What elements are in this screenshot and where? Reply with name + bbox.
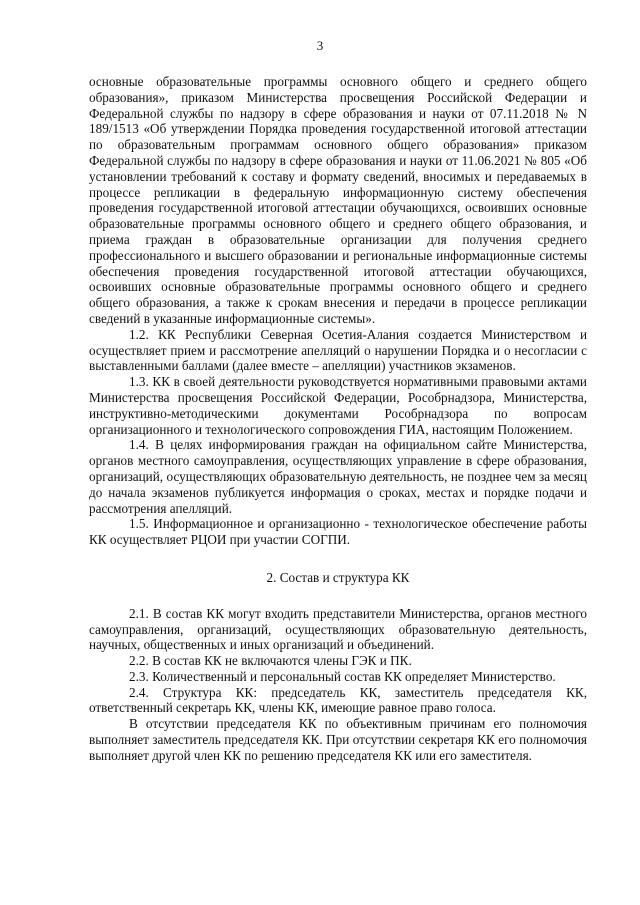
paragraph-1-2: 1.2. КК Республики Северная Осетия-Алания создается Министерством и осуществляет прием и рассмотрение апелляций о нарушении Порядка и о несогласии с выставленными баллами (далее вместе – апелляции) участников экзаменов. xyxy=(89,326,587,374)
section-heading-2: 2. Состав и структура КК xyxy=(266,569,410,585)
paragraph-continuation: основные образовательные программы основного общего и среднего общего образования», приказом Министерства просвещения Российской Федерации и Федеральной службы по надзору в сфере образования и науки от 07.11.2018 № N 189/1513 «Об утверждении Порядка проведения государственной итоговой аттестации по образовательным программам основного общего образования» приказом Федеральной службы по надзору в сфере образования и науки от 11.06.2021 № 805 «Об установлении требований к составу и формату сведений, вносимых и передаваемых в процессе репликации в федеральную информационную систему обеспечения проведения государственной итоговой аттестации обучающихся, освоивших основные образовательные программы основного общего и среднего общего образования, и приема граждан в образовательные организации для получения среднего профессионального и высшего образовании и региональные информационные системы обеспечения проведения государственной итоговой аттестации обучающихся, освоивших основные образовательные программы основного общего и среднего общего образования, а также к срокам внесения и передачи в процессе репликации сведений в указанные информационные системы». xyxy=(89,74,587,326)
paragraph-1-3: 1.3. КК в своей деятельности руководствуется нормативными правовыми актами Министерства просвещения Российской Федерации, Рособрнадзора, Министерства, инструктивно-методическими документами Рособрнадзора по вопросам организационного и технологического сопровождения ГИА, настоящим Положением. xyxy=(89,374,587,437)
document-body xyxy=(89,74,587,764)
paragraph-2-4: 2.4. Структура КК: председатель КК, заместитель председателя КК, ответственный секретарь КК, члены КК, имеющие равное право голоса. xyxy=(89,684,587,716)
page-number: 3 xyxy=(316,38,324,53)
paragraph-2-2: 2.2. В состав КК не включаются члены ГЭК и ПК. xyxy=(129,653,412,669)
paragraph-1-4: 1.4. В целях информирования граждан на официальном сайте Министерства, органов местного самоуправления, осуществляющих управление в сфере образования, организаций, осуществляющих образовательную деятельность, не позднее чем за месяц до начала экзаменов публикуется информация о сроках, местах и порядке подачи и рассмотрения апелляций. xyxy=(89,437,587,516)
paragraph-2-1: 2.1. В состав КК могут входить представители Министерства, органов местного самоуправления, организаций, осуществляющих образовательную деятельность, научных, общественных и иных организаций и объединений. xyxy=(89,605,587,653)
paragraph-2-3: 2.3. Количественный и персональный состав КК определяет Министерство. xyxy=(129,668,556,684)
paragraph-1-5: 1.5. Информационное и организационно - технологическое обеспечение работы КК осуществляет РЦОИ при участии СОГПИ. xyxy=(89,516,587,548)
paragraph-2-5: В отсутствии председателя КК по объективным причинам его полномочия выполняет заместитель председателя КК. При отсутствии секретаря КК его полномочия выполняет другой член КК по решению председателя КК или его заместителя. xyxy=(89,716,587,763)
